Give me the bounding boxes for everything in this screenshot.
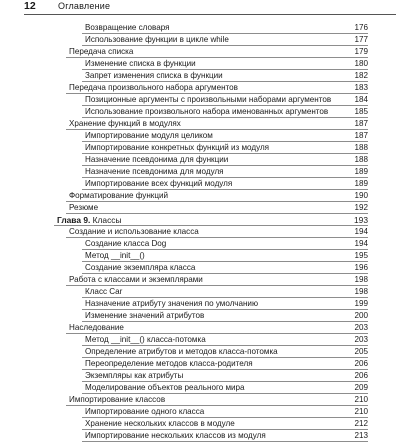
toc-entry-page-number: 194 [354,227,368,236]
toc-entry-title: Изменение значений атрибутов [85,311,205,320]
toc-entry-page-number: 194 [354,239,368,248]
toc-entry-page-number: 182 [354,71,368,80]
toc-entry-title: Импортирование конкретных функций из модуля [85,143,270,152]
toc-entry-title: Изменение списка в функции [85,59,196,68]
toc-entry [66,274,368,286]
toc-entry-page-number: 210 [354,407,368,416]
toc-entry-title: Класс Car [85,287,123,296]
toc-entry-page-number: 195 [354,251,368,260]
toc-entry [66,46,368,58]
toc-entry-page-number: 183 [354,83,368,92]
chapter-title: Классы [90,215,122,225]
toc-entry [82,70,368,82]
toc-entry-page-number: 179 [354,47,368,56]
toc-entry-page-number: 189 [354,179,368,188]
toc-entry [82,142,368,154]
toc-entry-title: Импортирование всех функций модуля [85,179,233,188]
toc-entry [82,358,368,370]
toc-entry-page-number: 210 [354,395,368,404]
page-number: 12 [24,0,36,12]
toc-entry [66,202,368,214]
toc-entry [66,394,368,406]
toc-entry-page-number: 184 [354,95,368,104]
toc-entry-title: Назначение псевдонима для модуля [85,167,224,176]
toc-entry-page-number: 190 [354,191,368,200]
toc-entry-page-number: 209 [354,383,368,392]
toc-entry-page-number: 199 [354,299,368,308]
toc-entry-title: Импортирование одного класса [85,407,205,416]
toc-entry-page-number: 203 [354,323,368,332]
toc-entry [82,130,368,142]
toc-entry [82,406,368,418]
toc-entry-title: Наследование [69,323,124,332]
toc-entry [82,334,368,346]
toc-entry [82,22,368,34]
toc-entry-title: Переопределение методов класса-родителя [85,359,253,368]
toc-entry-page-number: 206 [354,371,368,380]
toc-entry-title: Передача произвольного набора аргументов [69,83,238,92]
toc-entry-page-number: 196 [354,263,368,272]
toc-entry-title: Возвращение словаря [85,23,170,32]
toc-entry-page-number: 200 [354,311,368,320]
toc-entry [82,154,368,166]
toc-entry-page-number: 203 [354,335,368,344]
toc-entry-page-number: 192 [354,203,368,212]
toc-entry-title: Назначение атрибуту значения по умолчанию [85,299,259,308]
toc-entry [82,238,368,250]
toc-entry-title: Импортирование модуля целиком [85,131,213,140]
chapter-number: Глава 9. [57,215,91,225]
toc-entry-page-number: 176 [354,23,368,32]
toc-entry [66,118,368,130]
toc-entry-page-number: 205 [354,347,368,356]
toc-entry-page-number: 185 [354,107,368,116]
toc-entry [66,226,368,238]
running-header-title: Оглавление [58,1,111,11]
toc-entry [82,178,368,190]
toc-entry [82,346,368,358]
toc-entry-page-number: 188 [354,143,368,152]
toc-entry [82,430,368,442]
toc-entry-title: Назначение псевдонима для функции [85,155,229,164]
toc-entry [82,370,368,382]
toc-entry [82,34,368,46]
toc-entry-page-number: 212 [354,419,368,428]
header-rule [24,14,396,15]
toc-entry-page-number: 198 [354,287,368,296]
toc-entry [82,310,368,322]
toc-entry-title: Метод __init__() [85,251,145,260]
toc-entry-page-number: 188 [354,155,368,164]
toc-entry [82,250,368,262]
toc-entry [82,94,368,106]
toc-chapter-entry [54,214,368,226]
toc-entry-title [57,214,121,226]
toc-entry [66,190,368,202]
toc-entry-title: Форматирование функций [69,191,169,200]
toc-entry-title: Использование функции в цикле while [85,35,229,44]
toc-entry-title: Хранение функций в модулях [69,119,181,128]
toc-entry-title: Определение атрибутов и методов класса-потомка [85,347,278,356]
toc-entry-title: Хранение нескольких классов в модуле [85,419,235,428]
toc-entry [82,262,368,274]
toc-entry-title: Импортирование классов [69,395,166,404]
toc-entry [82,58,368,70]
toc-entry-page-number: 189 [354,167,368,176]
toc-entry [82,382,368,394]
toc-entry-title: Запрет изменения списка в функции [85,71,223,80]
toc-entry-title: Создание экземпляра класса [85,263,196,272]
toc-entry-title: Импортирование нескольких классов из модуля [85,431,266,440]
toc-entry-page-number: 213 [354,431,368,440]
toc-entry-title: Моделирование объектов реального мира [85,383,245,392]
toc-entry-page-number: 177 [354,35,368,44]
toc-entry-title: Передача списка [69,47,134,56]
toc-entry [66,82,368,94]
toc-entry-title: Создание и использование класса [69,227,199,236]
toc-entry [82,106,368,118]
toc-entry-title: Использование произвольного набора именованных аргументов [85,107,329,116]
toc-entry-title: Создание класса Dog [85,239,167,248]
toc-entry-title: Позиционные аргументы с произвольными наборами аргументов [85,95,332,104]
toc-entry-page-number: 193 [354,215,368,225]
page-header [0,0,420,12]
toc-entry [66,322,368,334]
toc-entry-page-number: 180 [354,59,368,68]
toc-entry-title: Метод __init__() класса-потомка [85,335,206,344]
toc-entry-title: Резюме [69,203,99,212]
toc-entry-page-number: 187 [354,119,368,128]
toc-entry-page-number: 187 [354,131,368,140]
toc-entry-title: Экземпляры как атрибуты [85,371,184,380]
toc-entry-page-number: 198 [354,275,368,284]
toc-entry-title: Работа с классами и экземплярами [69,275,203,284]
toc-entry [82,298,368,310]
toc-entry [82,286,368,298]
toc-entry [82,166,368,178]
toc-entry-page-number: 206 [354,359,368,368]
